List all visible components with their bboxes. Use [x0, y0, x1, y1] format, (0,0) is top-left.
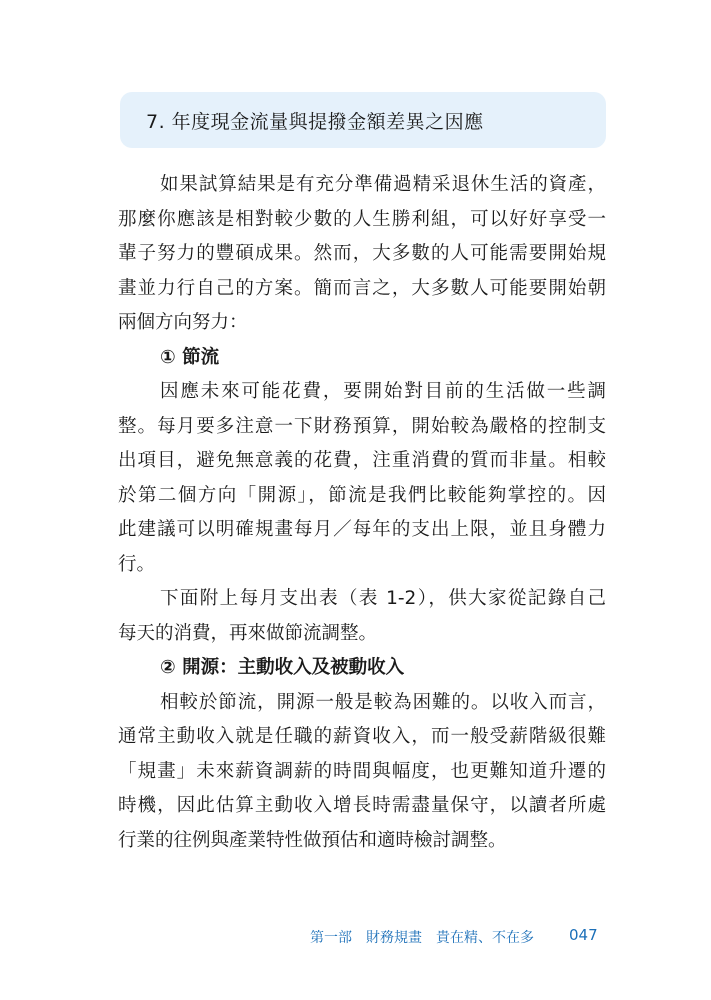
text-line: 兩個方向努力： [118, 312, 248, 333]
body-text [118, 168, 606, 858]
text-line: 出項目，避免無意義的花費，注重消費的質而非量。相較 [118, 450, 606, 471]
text-line: 整。每月要多注意一下財務預算，開始較為嚴格的控制支 [118, 415, 606, 437]
text-line: 輩子努力的豐碩成果。然而，大多數的人可能需要開始規 [118, 243, 606, 264]
text-line: 那麼你應該是相對較少數的人生勝利組，可以好好享受一 [118, 208, 606, 230]
text-line: 因應未來可能花費，要開始對目前的生活做一些調 [160, 381, 606, 402]
footer-tagline: 貴在精、不在多 [436, 930, 534, 946]
subheading-saving: ① 節流 [160, 346, 220, 368]
footer-section: 財務規畫 [366, 930, 422, 946]
text-line: 「規畫」未來薪資調薪的時間與幅度，也更難知道升遷的 [118, 760, 606, 782]
text-line: 畫並力行自己的方案。簡而言之，大多數人可能要開始朝 [118, 277, 606, 299]
text-line: 相較於節流，開源一般是較為困難的。以收入而言， [160, 691, 606, 713]
text-line: 如果試算結果是有充分準備過精采退休生活的資產， [160, 174, 606, 195]
subheading-income: ② 開源：主動收入及被動收入 [160, 657, 405, 678]
footer-part: 第一部 [310, 930, 352, 946]
page-number: 047 [569, 926, 598, 944]
page-footer [310, 927, 534, 947]
text-line: 行。 [118, 553, 156, 575]
text-line: 於第二個方向「開源」，節流是我們比較能夠掌控的。因 [118, 484, 606, 506]
text-line: 每天的消費，再來做節流調整。 [118, 622, 378, 644]
section-heading-text: 7. 年度現金流量與提撥金額差異之因應 [146, 110, 484, 133]
text-line: 下面附上每月支出表（表 1-2），供大家從記錄自己 [160, 588, 606, 609]
text-line: 時機，因此估算主動收入增長時需盡量保守，以讀者所處 [118, 795, 606, 816]
section-heading [120, 92, 606, 148]
text-line: 此建議可以明確規畫每月／每年的支出上限，並且身體力 [118, 519, 606, 540]
text-line: 通常主動收入就是任職的薪資收入，而一般受薪階級很難 [118, 726, 606, 747]
text-line: 行業的往例與產業特性做預估和適時檢討調整。 [118, 829, 507, 851]
